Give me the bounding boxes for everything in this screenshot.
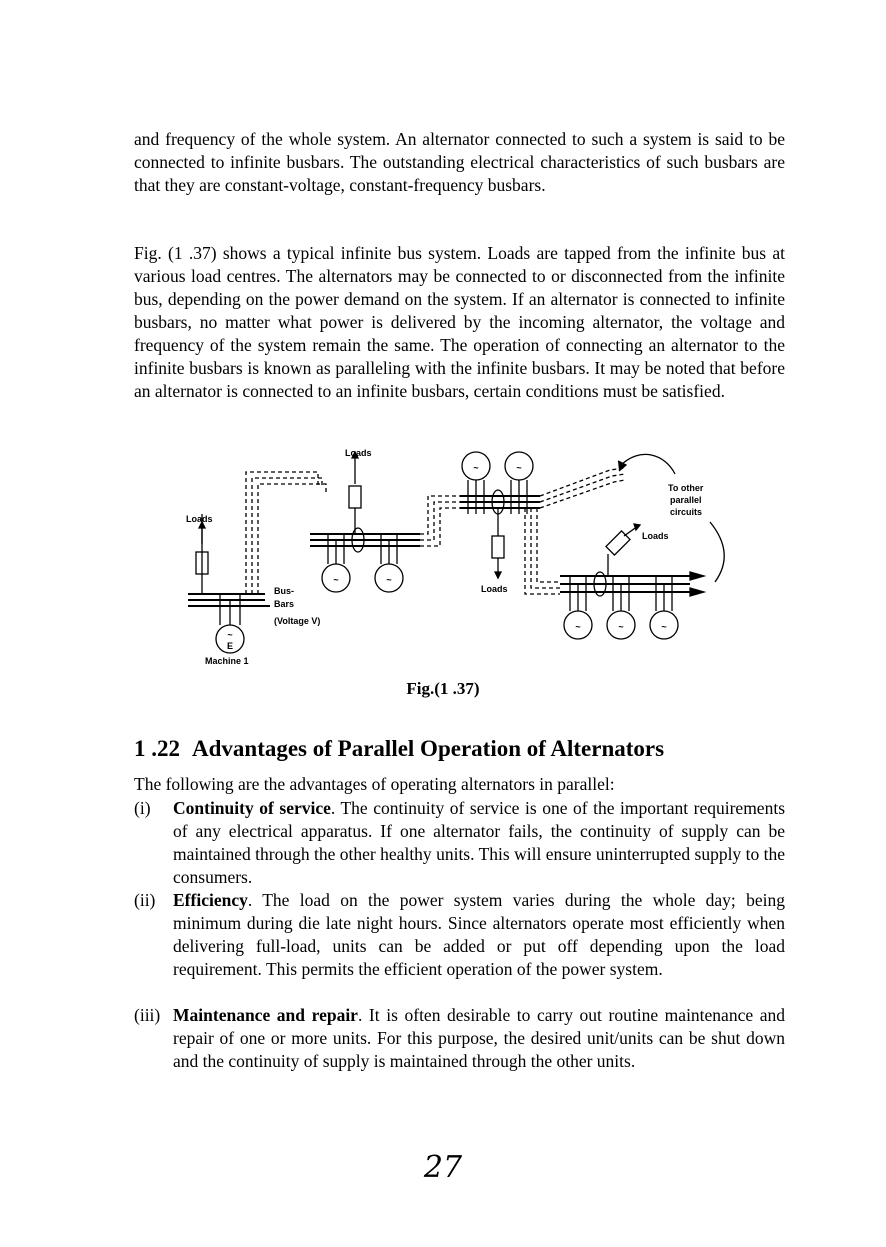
item-body <box>173 797 785 889</box>
svg-text:~: ~ <box>516 463 522 473</box>
paragraph-infinite-busbars: and frequency of the whole system. An alternator connected to such a system is said to be connected to infinite busbars. The outstanding electrical characteristics of such busbars are that they are constant-voltage, constant-frequency busbars. <box>134 129 785 195</box>
svg-text:~: ~ <box>618 622 624 632</box>
machine-1-group <box>186 514 320 666</box>
top-loads-label: Loads <box>345 448 372 458</box>
right-loads-label: Loads <box>642 531 669 541</box>
section-number: 1 .22 <box>134 736 180 761</box>
bus-label: Bus- <box>274 586 294 596</box>
top-load-box <box>349 486 361 508</box>
voltage-label: (Voltage V) <box>274 616 321 626</box>
item-body <box>173 1004 785 1073</box>
circuits-label: circuits <box>670 507 703 517</box>
machine-1-e-label: E <box>226 641 234 651</box>
advantage-item <box>134 1004 785 1073</box>
paragraph-infinite-bus-system: Fig. (1 .37) shows a typical infinite bus system. Loads are tapped from the infinite bus at various load centres. The alternators may be connected to or disconnected from the infinite bus, depending on the power demand on the system. If an alternator is connected to infinite busbars, no matter what power is delivered by the incoming alternator, the voltage and frequency of the system remain the same. The operation of connecting an alternator to the infinite busbars is known as paralleling with the infinite busbars. It may be noted that before an alternator is connected to an infinite busbars, certain conditions must be satisfied. <box>134 243 785 401</box>
section-title: Advantages of Parallel Operation of Alternators <box>192 736 665 761</box>
section-heading <box>134 736 664 762</box>
item-term: Efficiency <box>173 890 248 910</box>
parallel-label: parallel <box>670 495 702 505</box>
machine-1-ac-glyph: ~ <box>227 630 233 640</box>
right-group <box>560 522 724 639</box>
item-text: . The continuity of service is one of the important requirements of any electrical apparatus. If one alternator fails, the continuity of supply can be maintained through the other healthy units. This will ensure uninterrupted supply to the consumers. <box>173 798 786 887</box>
top-center-group <box>460 452 540 594</box>
bottom-load-box <box>492 536 504 558</box>
figure-caption: Fig.(1 .37) <box>406 679 480 698</box>
advantage-item <box>134 797 785 889</box>
to-other-label: To other <box>668 483 704 493</box>
left-loads-label: Loads <box>186 514 213 524</box>
svg-text:~: ~ <box>661 622 667 632</box>
machine-1-label: Machine 1 <box>205 656 249 666</box>
page-number: 27 <box>423 1150 463 1185</box>
center-dashed-ties <box>420 496 510 546</box>
right-curve-arrow <box>710 522 724 582</box>
svg-text:~: ~ <box>386 575 392 585</box>
item-term: Continuity of service <box>173 798 331 818</box>
bottom-loads-label: Loads <box>481 584 508 594</box>
item-text: . It is often desirable to carry out routine maintenance and repair of one or more units. For this purpose, the desired unit/units can be shut down and the continuity of supply is maintained through the other units. <box>173 1005 785 1071</box>
item-label: (ii) <box>134 890 156 910</box>
bars-label: Bars <box>274 599 295 609</box>
item-label: (iii) <box>134 1005 161 1025</box>
svg-text:~: ~ <box>473 463 479 473</box>
center-left-group <box>310 448 420 592</box>
item-body <box>173 889 785 981</box>
infinite-bus-diagram <box>180 444 740 676</box>
item-text: . The load on the power system varies during the whole day; being minimum during die late night hours. Since alternators operate most efficiently when delivering full-load, units can be added or put off depending upon the load requirement. This permits the efficient operation of the power system. <box>173 890 785 979</box>
svg-text:~: ~ <box>575 622 581 632</box>
item-term: Maintenance and repair <box>173 1005 358 1025</box>
svg-text:~: ~ <box>333 575 339 585</box>
item-label: (i) <box>134 798 151 818</box>
advantage-item <box>134 889 785 981</box>
to-other-circuits-arrow <box>620 454 675 474</box>
section-intro: The following are the advantages of operating alternators in parallel: <box>134 774 615 794</box>
